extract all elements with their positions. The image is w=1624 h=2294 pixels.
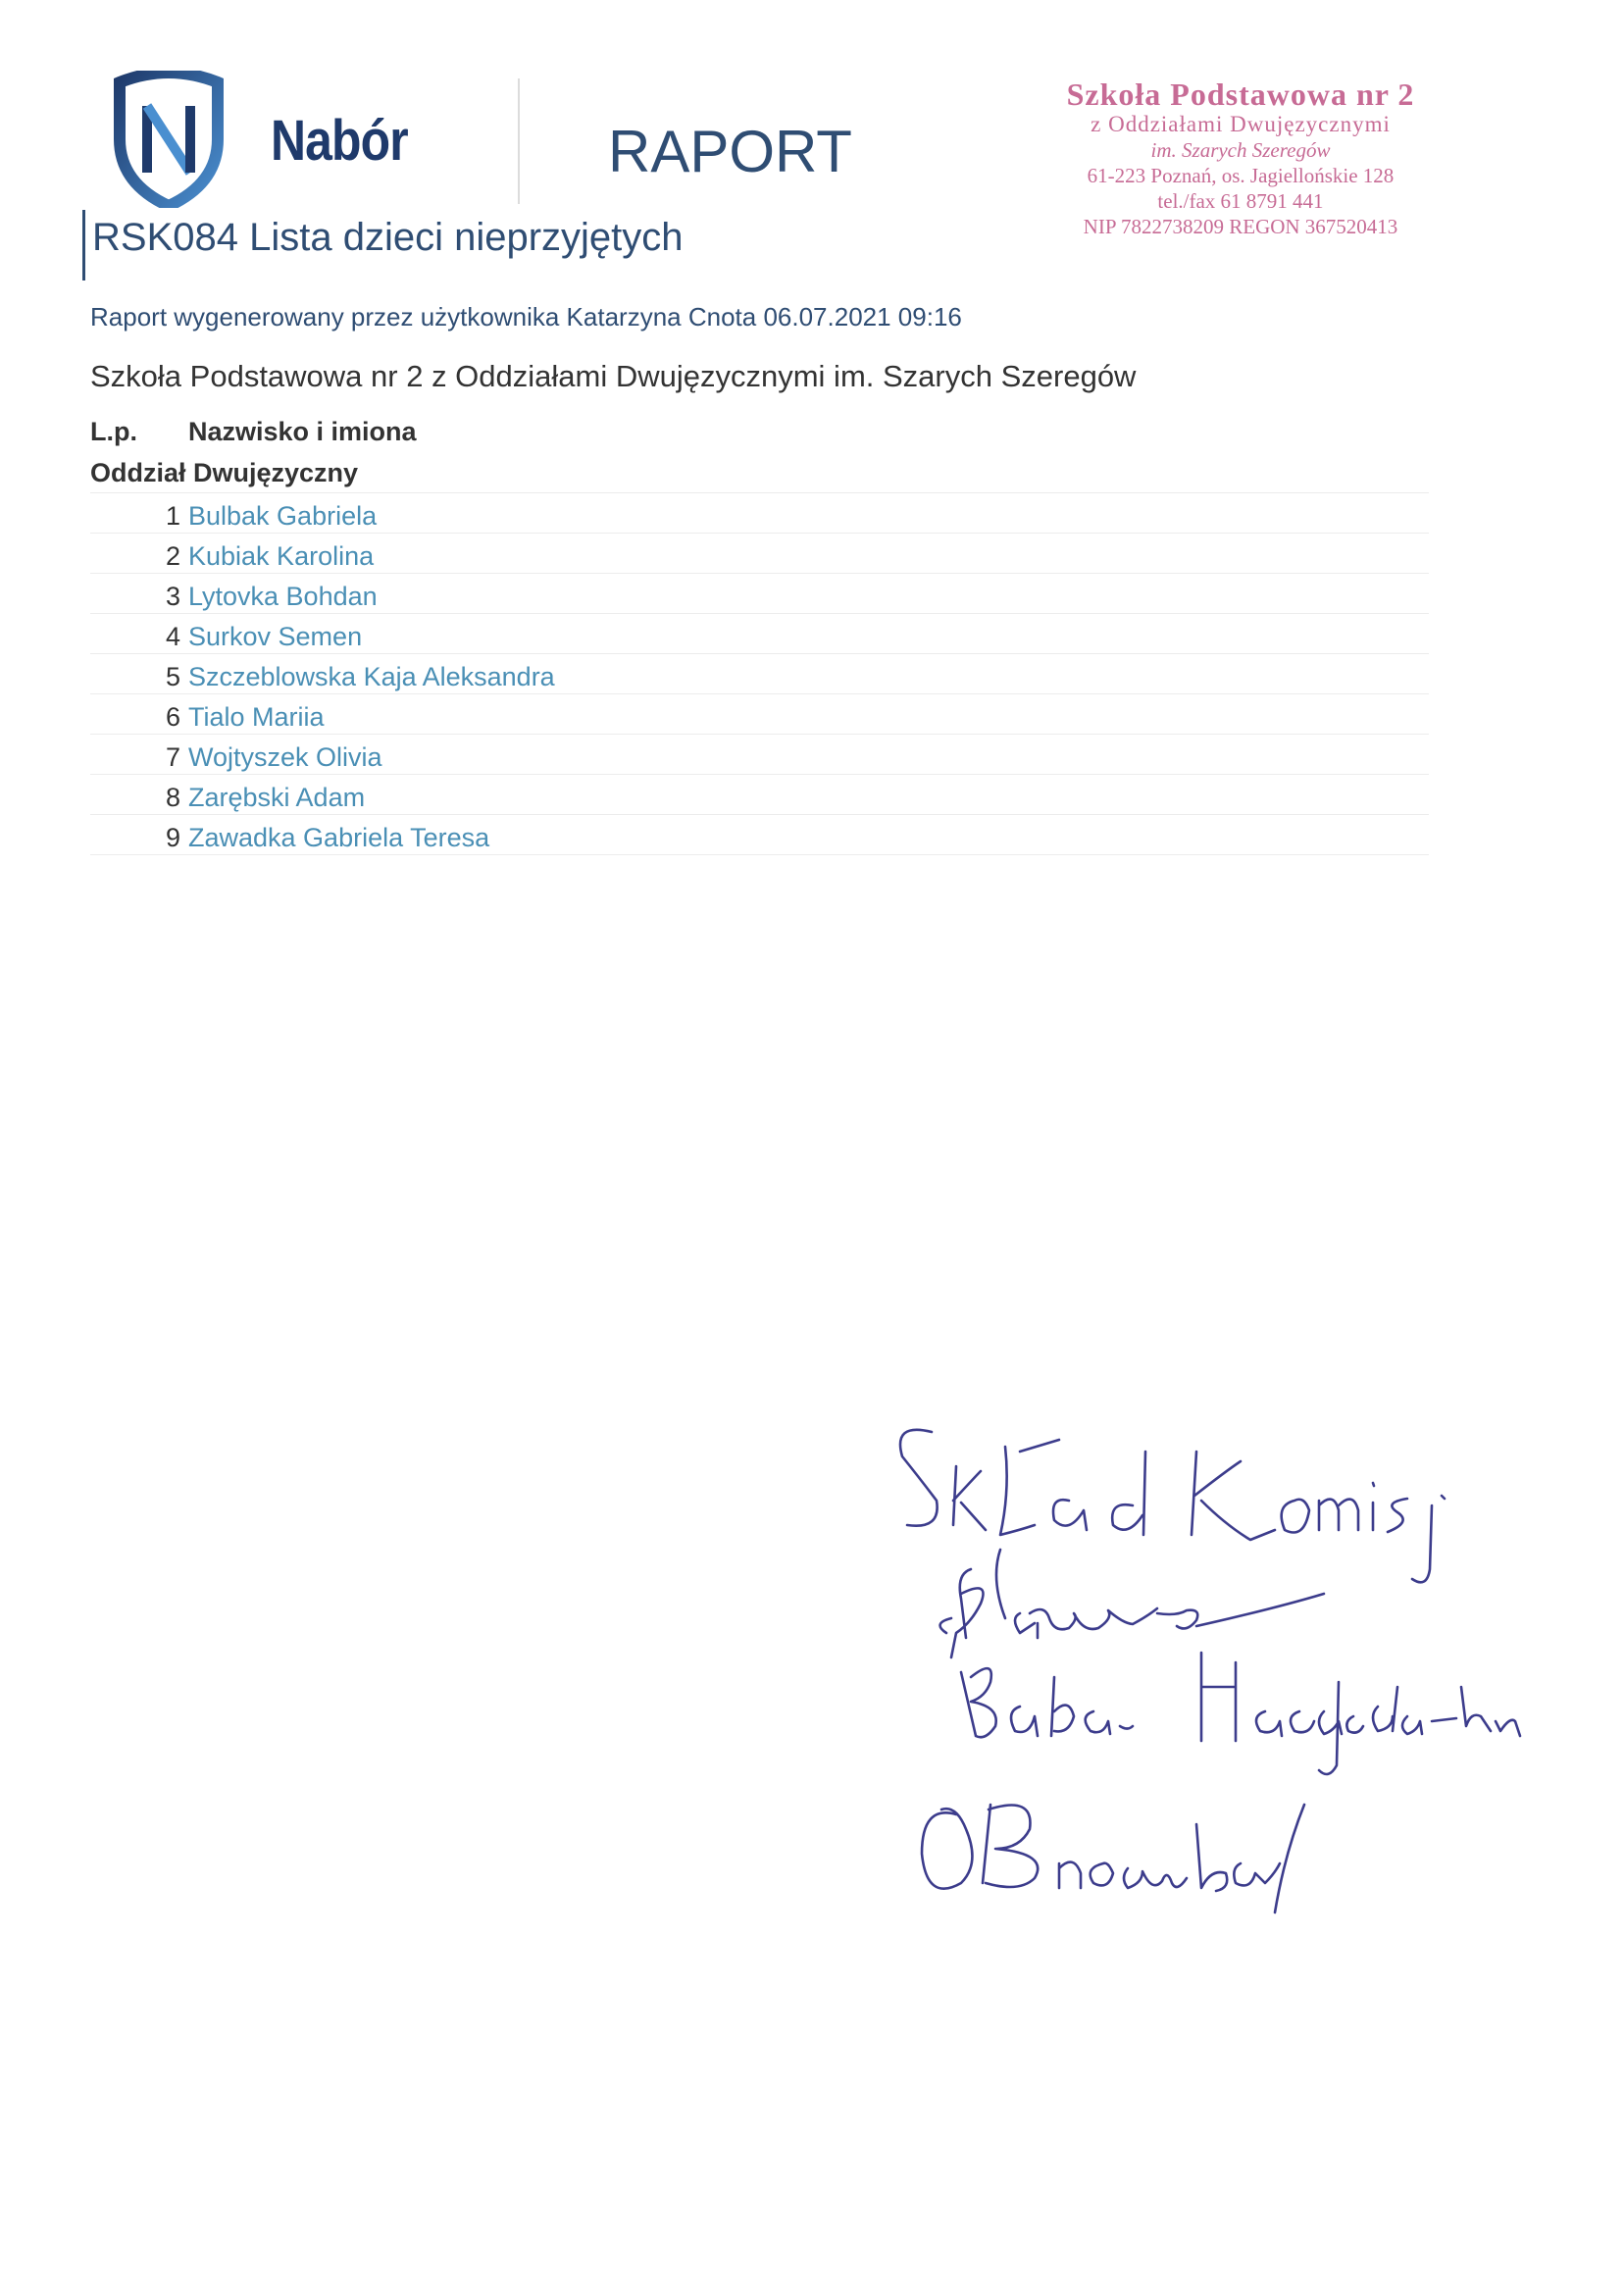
stamp-line: Szkoła Podstawowa nr 2 (1066, 76, 1415, 112)
row-number: 9 (165, 823, 180, 852)
row-number: 2 (165, 541, 180, 571)
report-title: RSK084 Lista dzieci nieprzyjętych (92, 216, 684, 259)
school-stamp (1030, 76, 1451, 253)
brand-name: Nabór (271, 109, 408, 173)
table-row (90, 693, 1429, 735)
child-name: Szczeblowska Kaja Aleksandra (188, 662, 555, 691)
stamp-line: im. Szarych Szeregów (1150, 138, 1331, 162)
stamp-line: 61-223 Poznań, os. Jagiellońskie 128 (1087, 164, 1395, 187)
handwritten-signatures (863, 1393, 1608, 2001)
column-header-lp: L.p. (90, 417, 137, 446)
nabor-shield-logo-icon (110, 71, 228, 208)
child-name: Lytovka Bohdan (188, 582, 378, 611)
child-name: Surkov Semen (188, 622, 363, 651)
table-bottom-rule (90, 854, 1429, 855)
row-number: 7 (165, 742, 180, 772)
title-accent-bar (82, 210, 85, 280)
table-row (90, 774, 1429, 815)
row-number: 4 (165, 622, 180, 651)
table-row (90, 613, 1429, 654)
generated-by-line: Raport wygenerowany przez użytkownika Katarzyna Cnota 06.07.2021 09:16 (90, 302, 962, 331)
school-name: Szkoła Podstawowa nr 2 z Oddziałami Dwujęzycznymi im. Szarych Szeregów (90, 359, 1137, 393)
column-header-name: Nazwisko i imiona (188, 417, 417, 446)
table-row (90, 814, 1429, 855)
doc-type-label: RAPORT (608, 119, 852, 184)
row-number: 8 (165, 783, 180, 812)
stamp-line: NIP 7822738209 REGON 367520413 (1083, 215, 1398, 238)
child-name: Tialo Mariia (188, 702, 325, 732)
child-name: Zarębski Adam (188, 783, 366, 812)
child-name: Wojtyszek Olivia (188, 742, 382, 772)
table-row (90, 492, 1429, 534)
group-heading: Oddział Dwujęzyczny (90, 458, 359, 487)
table-row (90, 573, 1429, 614)
stamp-line: tel./fax 61 8791 441 (1157, 189, 1324, 213)
row-number: 5 (165, 662, 180, 691)
child-name: Zawadka Gabriela Teresa (188, 823, 490, 852)
table-row (90, 653, 1429, 694)
stamp-line: z Oddziałami Dwujęzycznymi (1091, 112, 1391, 136)
row-number: 1 (165, 501, 180, 531)
row-number: 6 (165, 702, 180, 732)
header-divider (518, 78, 520, 204)
child-name: Kubiak Karolina (188, 541, 375, 571)
row-number: 3 (165, 582, 180, 611)
table-row (90, 533, 1429, 574)
table-row (90, 734, 1429, 775)
child-name: Bulbak Gabriela (188, 501, 378, 531)
